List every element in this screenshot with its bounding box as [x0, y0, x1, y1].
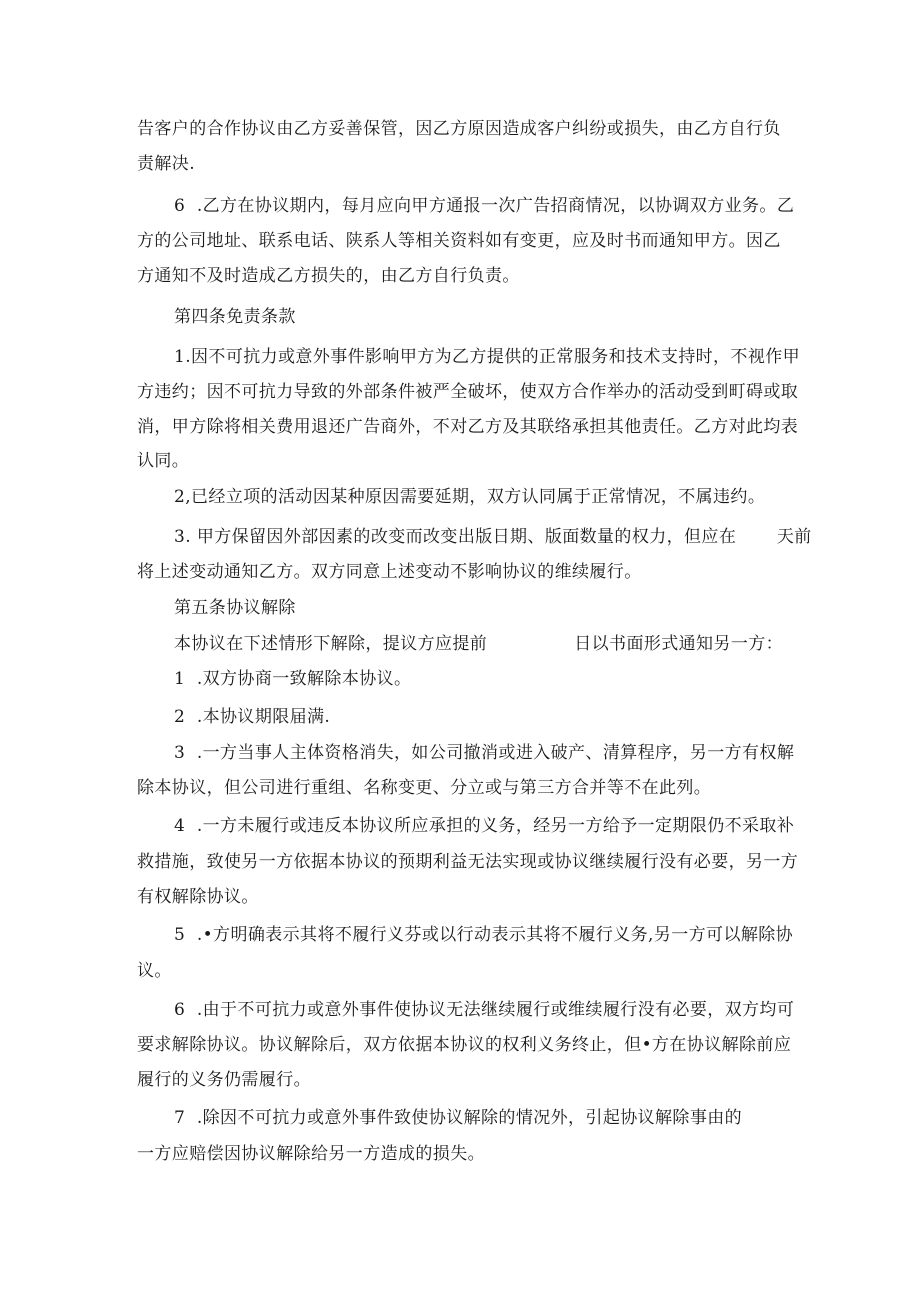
- list-item-1: 1 .双方协商一致解除本协议。: [174, 669, 412, 689]
- list-item-1: 1.因不可抗力或意外事件影响甲方为乙方提供的正常服务和技术支持时，不视作甲: [174, 347, 801, 367]
- body-text-line: 一方应赔偿因协议解除给另一方造成的损失。: [137, 1144, 485, 1164]
- list-item-4: 4 .一方未履行或违反本协议所应承担的义务，经另一方给予一定期限仍不采取补: [174, 816, 795, 836]
- body-text-line: 要求解除协议。协议解除后，双方依据本协议的权利义务终止，但•方在协议解除前应: [137, 1035, 792, 1055]
- body-text-line: 认同。: [137, 451, 190, 471]
- body-text-line: 责解决.: [137, 154, 196, 174]
- body-text-line: 履行的义务仍需履行。: [137, 1070, 311, 1090]
- body-text-line: 方通知不及时造成乙方损失的，由乙方自行负责。: [137, 266, 520, 286]
- body-text-line: 告客户的合作协议由乙方妥善保管，因乙方原因造成客户纠纷或损失，由乙方自行负: [137, 119, 781, 139]
- body-text-line: 议。: [137, 961, 172, 981]
- body-text-line: 救措施，致使另一方依据本协议的预期利益无法实现或协议继续履行没有必要，另一方: [137, 852, 799, 872]
- body-text-line: 方违约；因不可抗力导致的外部条件被严全破坏，使双方合作举办的活动受到町碍或取: [137, 382, 799, 402]
- list-item-2: 2,已经立项的活动因某种原因需要延期，双方认同属于正常情况，不属违约。: [174, 487, 766, 507]
- list-item-3: 3 .一方当事人主体资格消失，如公司撤消或进入破产、清算程序，另一方有权解: [174, 743, 795, 763]
- body-text-line: 本协议在下述情形下解除，提议方应提前 日以书面形式通知另一方：: [174, 634, 784, 654]
- list-item-5: 5 .•方明确表示其将不履行义芬或以行动表示其将不履行义务,另一方可以解除协: [174, 925, 794, 945]
- body-text-line: 消，甲方除将相关费用退还广告商外，不对乙方及其联络承担其他责任。乙方对此均表: [137, 417, 799, 437]
- body-text-line: 除本协议，但公司进行重组、名称变更、分立或与第三方合并等不在此列。: [137, 778, 712, 798]
- section-heading-article-5: 第五条协议解除: [174, 598, 296, 618]
- section-heading-article-4: 第四条免责条款: [174, 307, 296, 327]
- body-text-line: 将上述变动通知乙方。双方同意上述变动不影响协议的维续履行。: [137, 562, 642, 582]
- list-item-3: 3. 甲方保留因外部因素的改变而改变出版日期、版面数量的权力，但应在 天前: [174, 527, 812, 547]
- list-item-6: 6 .由于不可抗力或意外事件使协议无法继续履行或维续履行没有必要，双方均可: [174, 1000, 795, 1020]
- body-text-line: 有权解除协议。: [137, 887, 259, 907]
- list-item-6: 6 .乙方在协议期内，每月应向甲方通报一次广告招商情况，以协调双方业务。乙: [174, 196, 795, 216]
- body-text-line: 方的公司地址、联系电话、陕系人等相关资料如有变更，应及时书而通知甲方。因乙: [137, 231, 781, 251]
- list-item-7: 7 .除因不可抗力或意外事件致使协议解除的情况外，引起协议解除事由的: [174, 1108, 743, 1128]
- list-item-2: 2 .本协议期限届满.: [174, 707, 331, 727]
